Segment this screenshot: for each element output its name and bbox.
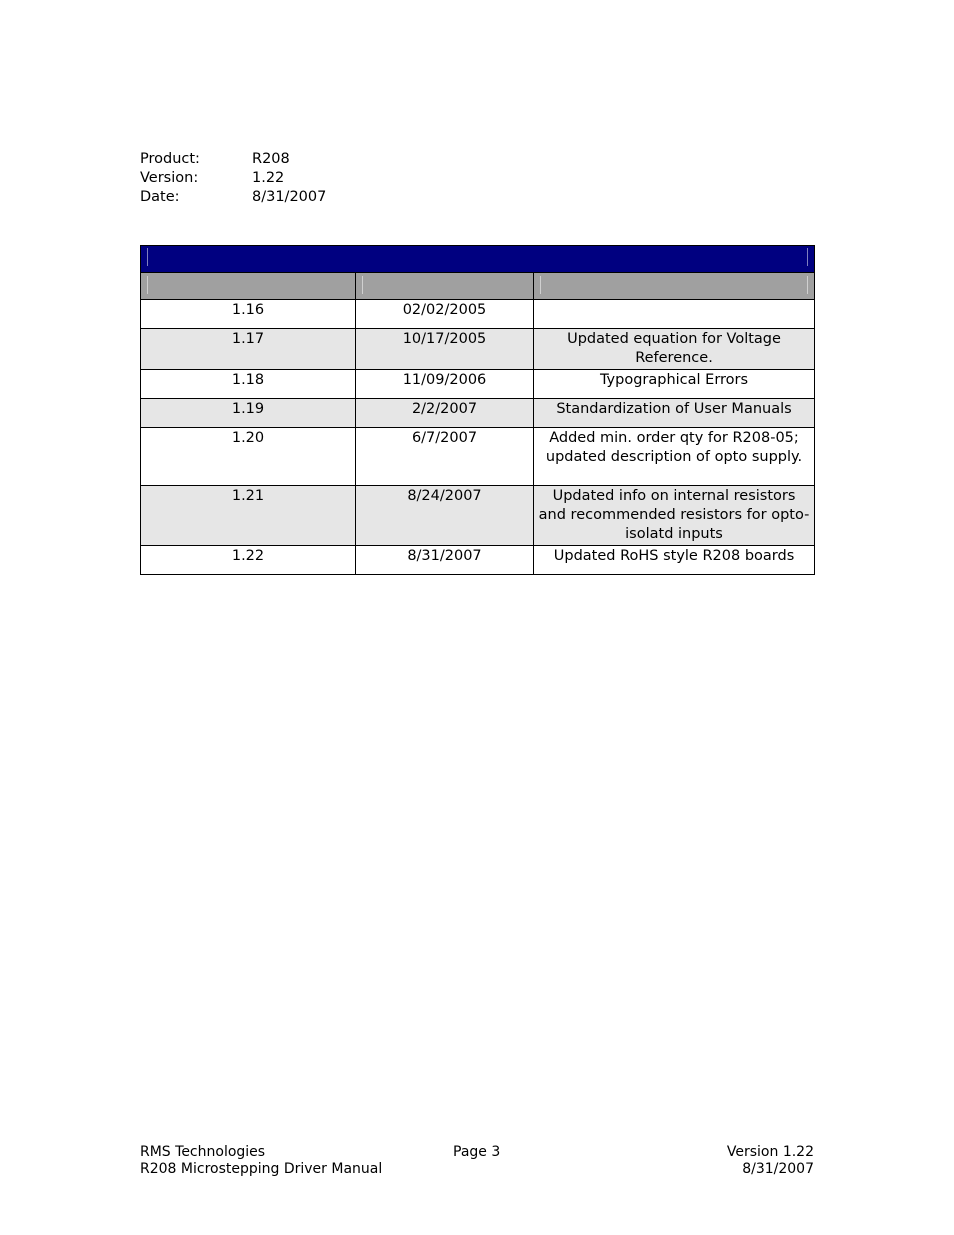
footer-company: RMS Technologies (140, 1144, 266, 1160)
table-row (141, 300, 815, 329)
table-row (141, 329, 815, 370)
footer-page-number: Page 3 (453, 1144, 501, 1160)
header-mark (147, 276, 148, 294)
header-mark (807, 276, 808, 294)
revision-version: 1.19 (141, 399, 356, 428)
revision-description: Standardization of User Manuals (534, 399, 815, 428)
footer-line-2 (140, 1161, 814, 1178)
meta-value: R208 (252, 151, 290, 167)
meta-value: 8/31/2007 (252, 189, 327, 205)
revision-history-table (140, 245, 815, 575)
header-mark (540, 276, 541, 294)
header-cell-date (356, 273, 534, 300)
revision-date: 8/31/2007 (356, 546, 534, 575)
revision-version: 1.17 (141, 329, 356, 370)
table-row (141, 428, 815, 486)
revision-date: 10/17/2005 (356, 329, 534, 370)
page-footer (140, 1144, 814, 1178)
footer-line-1 (140, 1144, 814, 1161)
document-meta (140, 150, 326, 207)
meta-date (140, 188, 326, 207)
revision-version: 1.16 (141, 300, 356, 329)
revision-date: 6/7/2007 (356, 428, 534, 486)
meta-version (140, 169, 326, 188)
revision-description: Updated equation for Voltage Reference. (534, 329, 815, 370)
header-cell-description (534, 273, 815, 300)
table-title-bar (141, 246, 815, 273)
header-mark (362, 276, 363, 294)
revision-version: 1.20 (141, 428, 356, 486)
meta-product (140, 150, 326, 169)
revision-description: Added min. order qty for R208-05; updated description of opto supply. (534, 428, 815, 486)
revision-description: Updated info on internal resistors and recommended resistors for opto-isolatd inputs (534, 486, 815, 546)
table-row (141, 546, 815, 575)
meta-value: 1.22 (252, 170, 285, 186)
revision-date: 11/09/2006 (356, 370, 534, 399)
meta-label: Version: (140, 170, 199, 186)
meta-label: Product: (140, 151, 200, 167)
title-bar-left-mark (147, 248, 148, 266)
footer-version: Version 1.22 (726, 1144, 814, 1160)
meta-label: Date: (140, 189, 180, 205)
revision-description: Typographical Errors (534, 370, 815, 399)
revision-date: 02/02/2005 (356, 300, 534, 329)
revision-version: 1.18 (141, 370, 356, 399)
title-bar-right-mark (807, 248, 808, 266)
revision-description: Updated RoHS style R208 boards (534, 546, 815, 575)
revision-version: 1.22 (141, 546, 356, 575)
table-row (141, 399, 815, 428)
footer-manual-title: R208 Microstepping Driver Manual (140, 1161, 383, 1177)
revision-description (534, 300, 815, 329)
header-cell-version (141, 273, 356, 300)
revision-date: 2/2/2007 (356, 399, 534, 428)
title-bar-cell (141, 246, 815, 273)
footer-date: 8/31/2007 (742, 1161, 814, 1177)
table-row (141, 370, 815, 399)
table-row (141, 486, 815, 546)
table-header-row (141, 273, 815, 300)
revision-version: 1.21 (141, 486, 356, 546)
revision-date: 8/24/2007 (356, 486, 534, 546)
